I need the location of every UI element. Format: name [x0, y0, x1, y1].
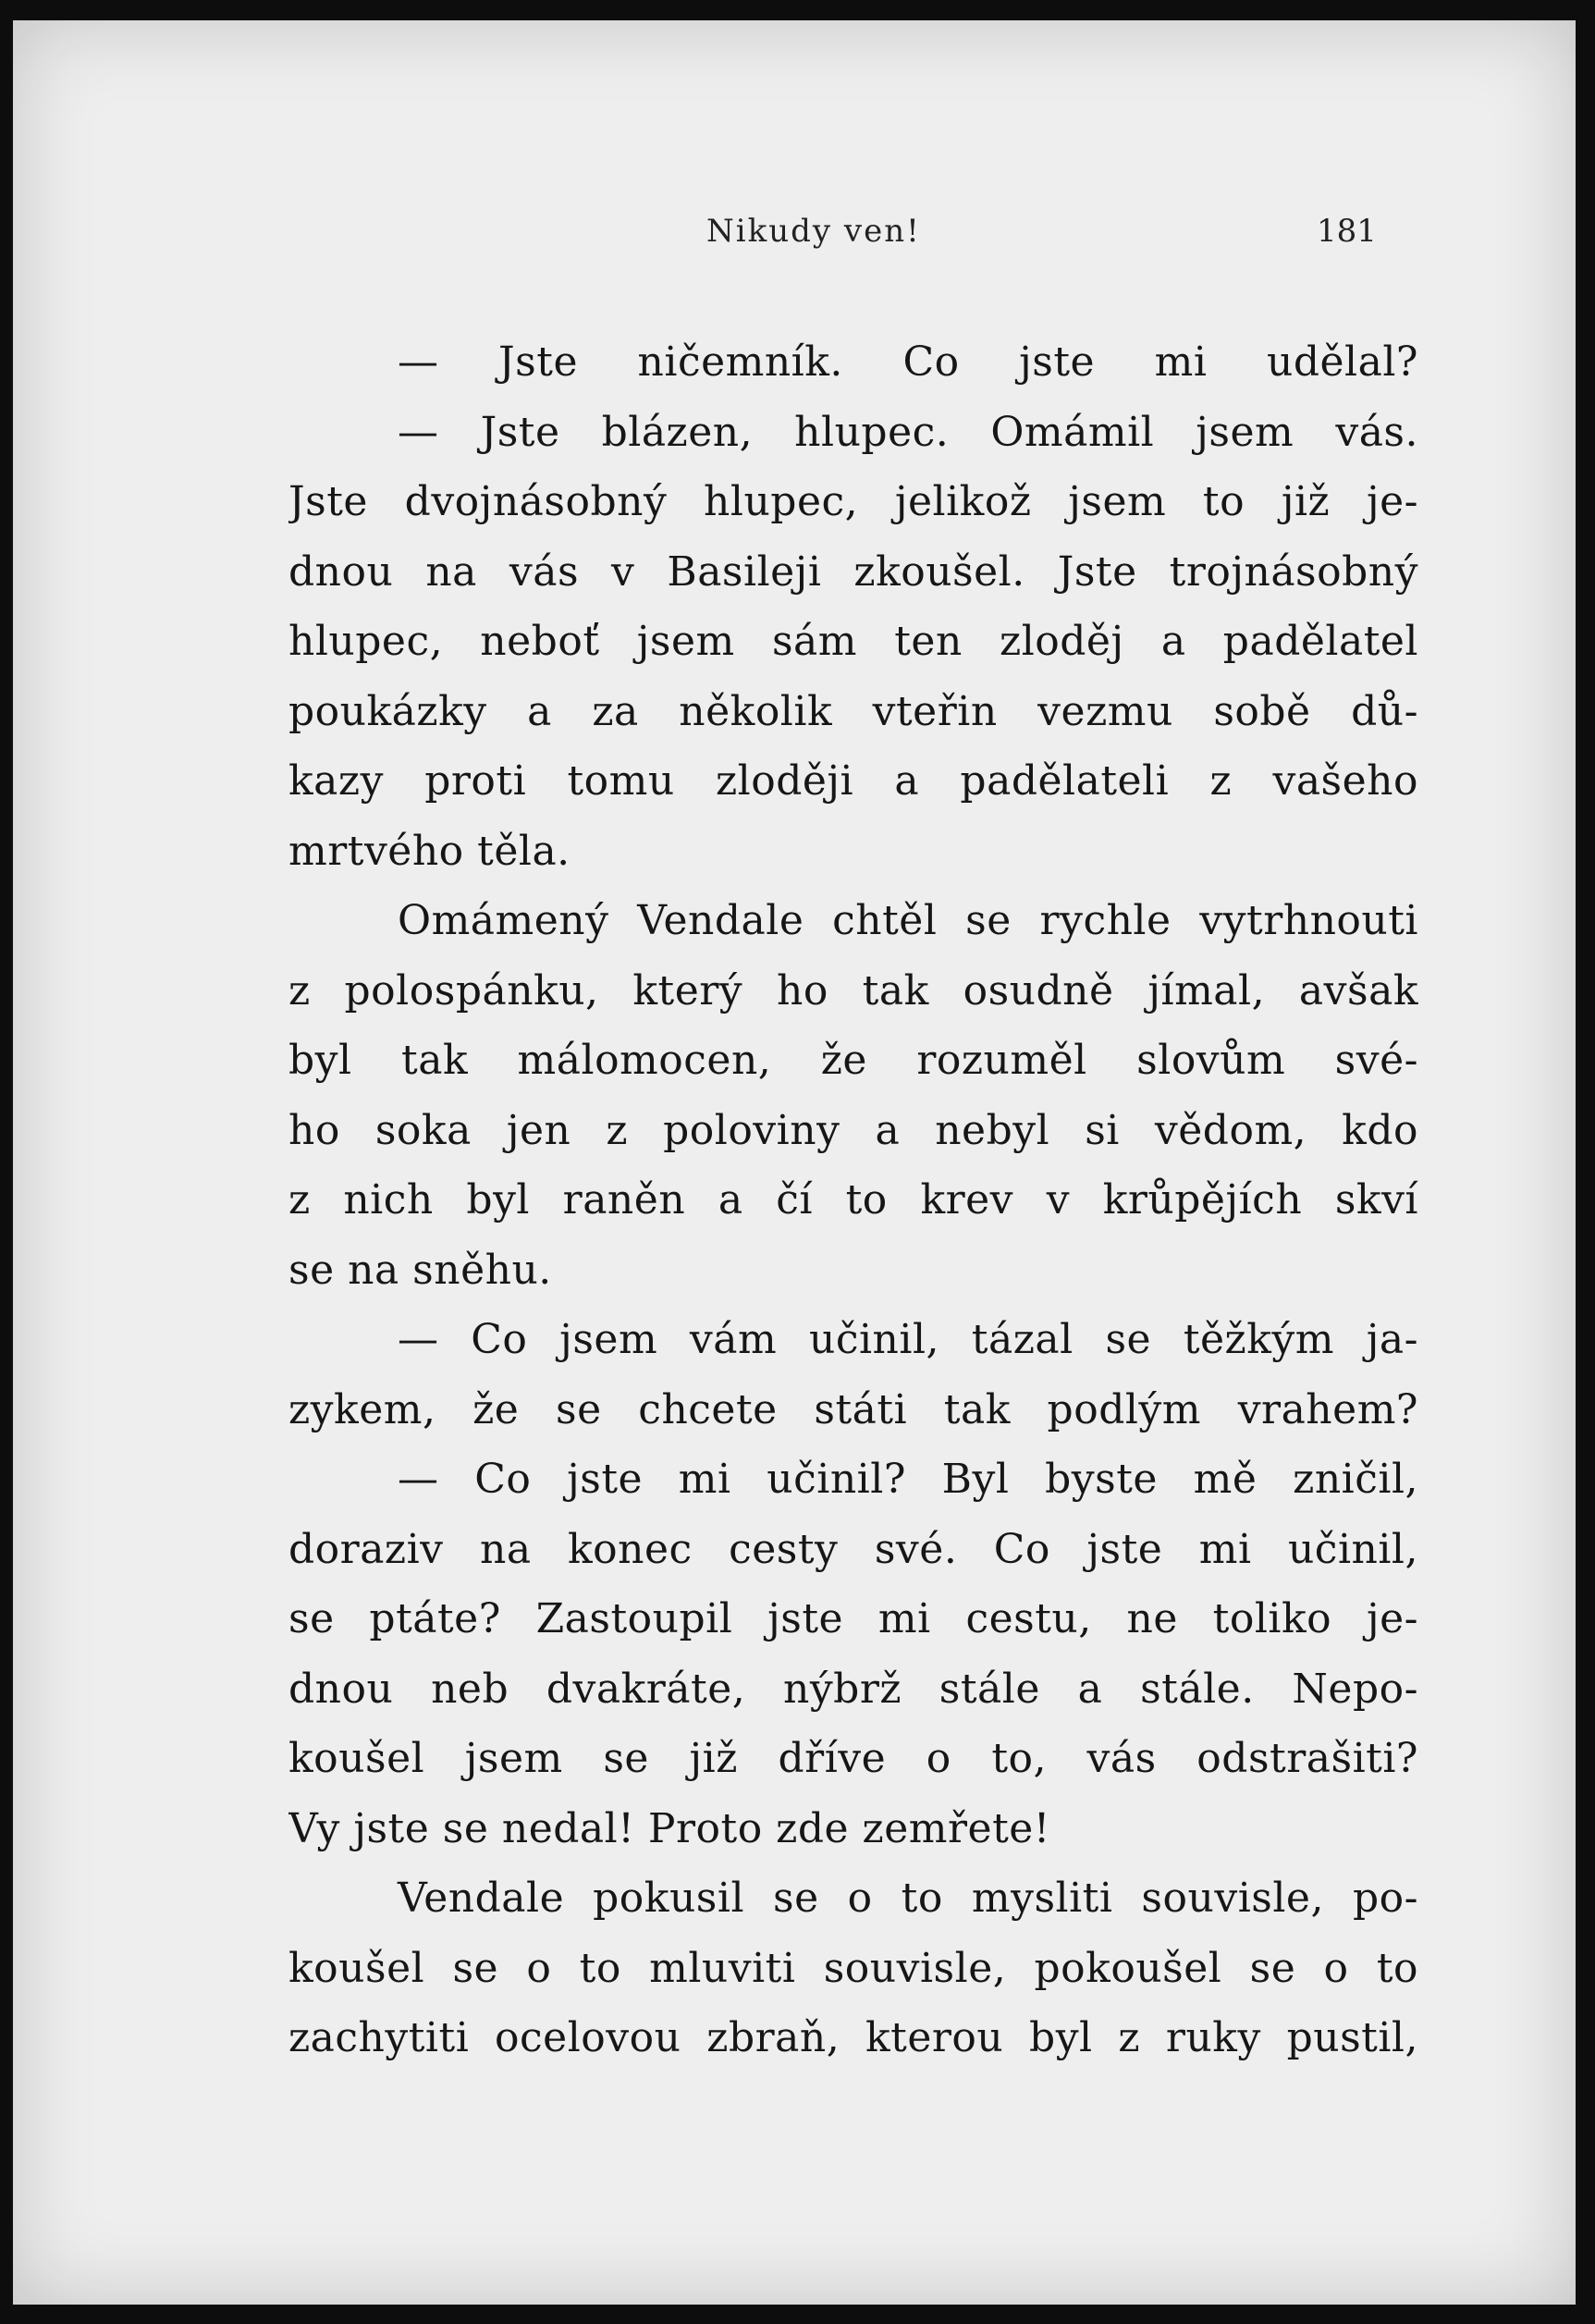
text-line: z polospánku, který ho tak osudně jímal, avšak: [288, 966, 1418, 1014]
text-block: [288, 327, 1418, 2073]
text-line: Jste dvojnásobný hlupec, jelikož jsem to již je-: [288, 478, 1418, 525]
text-line: dnou neb dvakráte, nýbrž stále a stále. Nepo-: [288, 1665, 1418, 1713]
text-line: byl tak málomocen, že rozuměl slovům své-: [288, 1037, 1418, 1084]
text-line: — Co jsem vám učinil, tázal se těžkým ja-: [398, 1316, 1418, 1363]
page-number: 181: [1317, 213, 1377, 250]
text-line: Vy jste se nedal! Proto zde zemřete!: [288, 1804, 1050, 1852]
text-line: zachytiti ocelovou zbraň, kterou byl z ruky pustil,: [288, 2014, 1418, 2061]
text-line: se na sněhu.: [288, 1246, 552, 1294]
text-line: ho soka jen z poloviny a nebyl si vědom, kdo: [288, 1106, 1418, 1154]
text-line: — Jste ničemník. Co jste mi udělal?: [398, 338, 1418, 386]
text-line: — Jste blázen, hlupec. Omámil jsem vás.: [398, 408, 1418, 456]
text-line: mrtvého těla.: [288, 827, 571, 875]
text-line: hlupec, neboť jsem sám ten zloděj a padělatel: [288, 618, 1418, 665]
text-line: kazy proti tomu zloději a padělateli z vašeho: [288, 757, 1418, 805]
text-line: poukázky a za několik vteřin vezmu sobě dů-: [288, 687, 1418, 735]
text-line: doraziv na konec cesty své. Co jste mi učinil,: [288, 1525, 1418, 1573]
text-line: se ptáte? Zastoupil jste mi cestu, ne toliko je-: [288, 1595, 1418, 1642]
text-line: Vendale pokusil se o to mysliti souvisle, po-: [398, 1875, 1418, 1922]
text-line: — Co jste mi učinil? Byl byste mě zničil,: [398, 1456, 1418, 1503]
page-header: [13, 213, 1576, 259]
text-line: z nich byl raněn a čí to krev v krůpějích skví: [288, 1176, 1418, 1223]
text-line: koušel se o to mluviti souvisle, pokoušel se o to: [288, 1944, 1418, 1992]
text-line: Omámený Vendale chtěl se rychle vytrhnouti: [398, 897, 1418, 944]
text-line: dnou na vás v Basileji zkoušel. Jste trojnásobný: [288, 547, 1418, 596]
running-head: Nikudy ven!: [706, 213, 921, 250]
text-line: koušel jsem se již dříve o to, vás odstrašiti?: [288, 1735, 1418, 1782]
text-line: zykem, že se chcete státi tak podlým vrahem?: [288, 1385, 1418, 1433]
book-page: [13, 20, 1576, 2305]
